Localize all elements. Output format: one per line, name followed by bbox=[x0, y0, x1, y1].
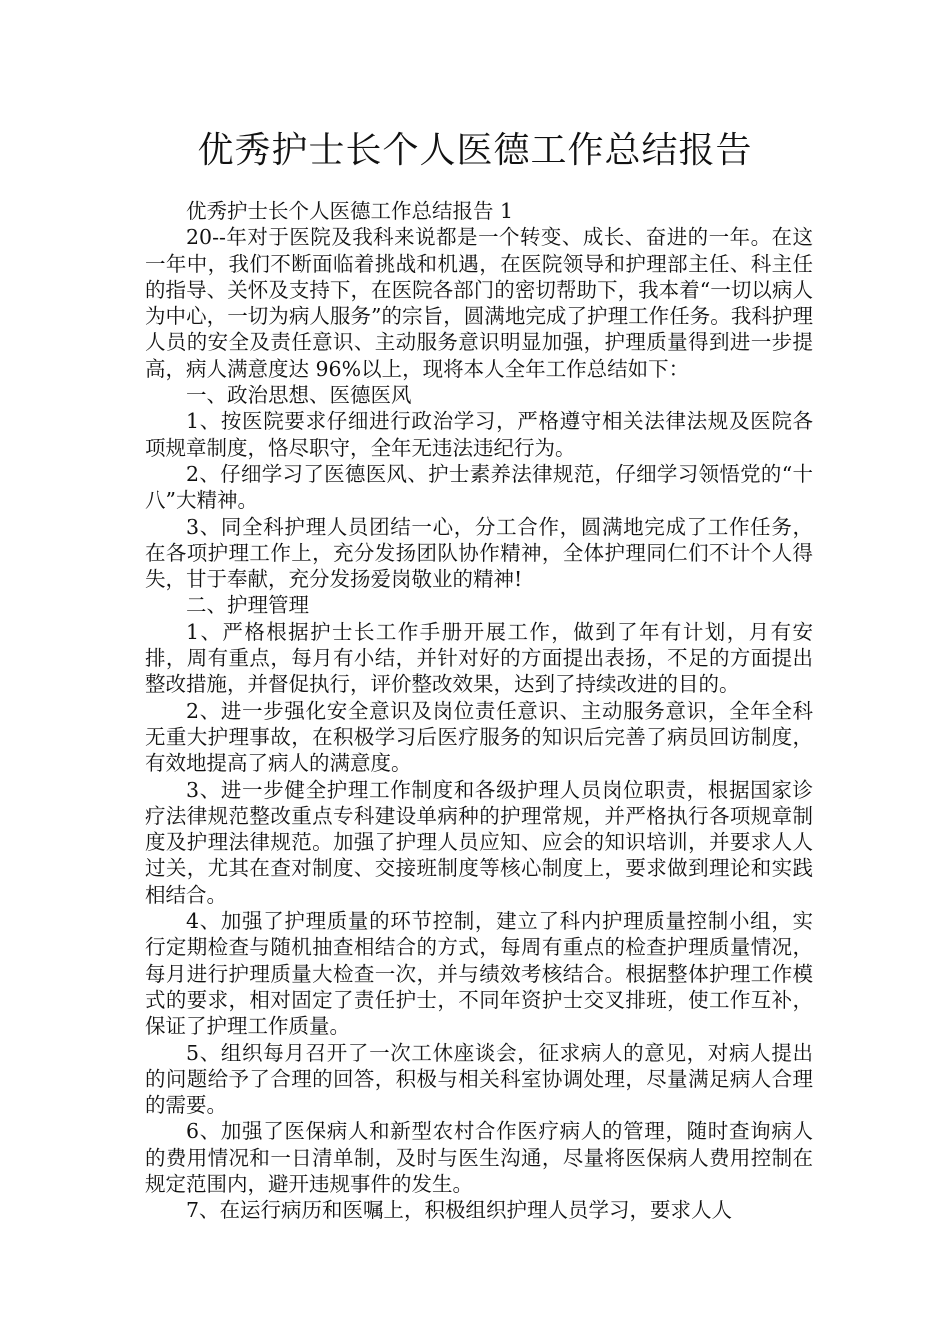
management-item-5: 5、组织每月召开了一次工休座谈会，征求病人的意见，对病人提出的问题给予了合理的回答，积极与相关科室协调处理，尽量满足病人合理的需要。 bbox=[145, 1040, 813, 1118]
management-item-3: 3、进一步健全护理工作制度和各级护理人员岗位职责，根据国家诊疗法律规范整改重点专科建设单病种的护理常规，并严格执行各项规章制度及护理法律规范。加强了护理人员应知、应会的知识培训，并要求人人过关，尤其在查对制度、交接班制度等核心制度上，要求做到理论和实践相结合。 bbox=[145, 777, 813, 907]
intro-paragraph: 20--年对于医院及我科来说都是一个转变、成长、奋进的一年。在这一年中，我们不断面临着挑战和机遇，在医院领导和护理部主任、科主任的指导、关怀及支持下，在医院各部门的密切帮助下，我本着“一切以病人为中心，一切为病人服务”的宗旨，圆满地完成了护理工作任务。我科护理人员的安全及责任意识、主动服务意识明显加强，护理质量得到进一步提高，病人满意度达 96%以上，现将本人全年工作总结如下： bbox=[145, 225, 813, 381]
section-heading-politics-ethics: 一、政治思想、医德医风 bbox=[186, 383, 412, 408]
management-item-6: 6、加强了医保病人和新型农村合作医疗病人的管理，随时查询病人的费用情况和一日清单制，及时与医生沟通，尽量将医保病人费用控制在规定范围内，避开违规事件的发生。 bbox=[145, 1119, 813, 1196]
report-subtitle: 优秀护士长个人医德工作总结报告 1 bbox=[186, 199, 514, 223]
document-title: 优秀护士长个人医德工作总结报告 bbox=[197, 130, 753, 171]
management-item-4: 4、加强了护理质量的环节控制，建立了科内护理质量控制小组，实行定期检查与随机抽查相结合的方式，每周有重点的检查护理质量情况，每月进行护理质量大检查一次，并与绩效考核结合。根据整体护理工作模式的要求，相对固定了责任护士，不同年资护士交叉排班，使工作互补，保证了护理工作质量。 bbox=[145, 909, 813, 1039]
politics-item-1: 1、按医院要求仔细进行政治学习，严格遵守相关法律法规及医院各项规章制度，恪尽职守，全年无违法违纪行为。 bbox=[145, 409, 813, 460]
document-body bbox=[145, 198, 813, 1224]
politics-item-2: 2、仔细学习了医德医风、护士素养法律规范，仔细学习领悟党的“十八”大精神。 bbox=[145, 461, 813, 513]
management-item-7: 7、在运行病历和医嘱上，积极组织护理人员学习，要求人人 bbox=[186, 1198, 733, 1223]
section-heading-nursing-management: 二、护理管理 bbox=[186, 593, 309, 618]
management-item-2: 2、进一步强化安全意识及岗位责任意识、主动服务意识，全年全科无重大护理事故，在积极学习后医疗服务的知识后完善了病员回访制度，有效地提高了病人的满意度。 bbox=[145, 698, 813, 776]
management-item-1: 1、严格根据护士长工作手册开展工作，做到了年有计划，月有安排，周有重点，每月有小结，并针对好的方面提出表扬，不足的方面提出整改措施，并督促执行，评价整改效果，达到了持续改进的目的。 bbox=[145, 619, 813, 697]
politics-item-3: 3、同全科护理人员团结一心，分工合作，圆满地完成了工作任务，在各项护理工作上，充分发扬团队协作精神，全体护理同仁们不计个人得失，甘于奉献，充分发扬爱岗敬业的精神! bbox=[145, 514, 813, 592]
